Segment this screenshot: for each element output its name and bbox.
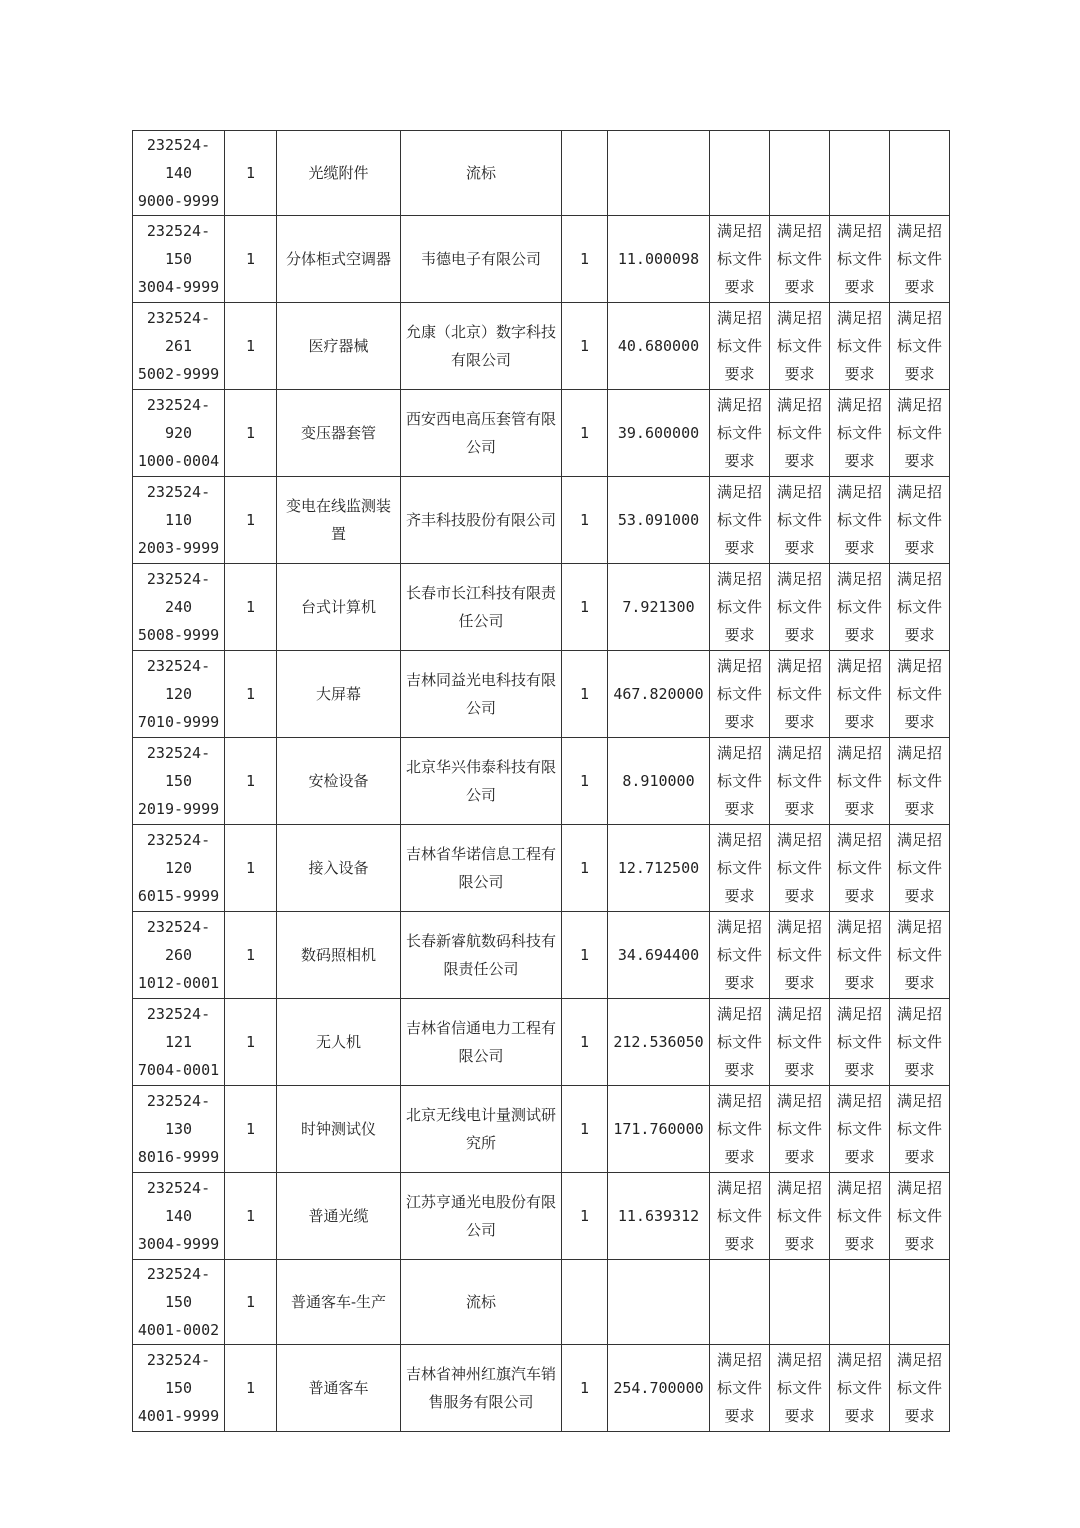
table-row bbox=[133, 1345, 950, 1432]
winner-cell: 流标 bbox=[401, 1260, 562, 1345]
bid-result-table bbox=[132, 130, 950, 1432]
evaluation-cell: 满足招标文件要求 bbox=[710, 651, 770, 738]
package-code-cell bbox=[133, 131, 225, 216]
package-code-line2: 3004-9999 bbox=[137, 278, 220, 296]
evaluation-cell: 满足招标文件要求 bbox=[770, 477, 830, 564]
lot-number-cell: 1 bbox=[225, 738, 277, 825]
quantity-cell: 1 bbox=[562, 477, 608, 564]
amount-cell: 212.536050 bbox=[608, 999, 710, 1086]
evaluation-cell bbox=[770, 131, 830, 216]
package-code-line1: 232524-240 bbox=[146, 570, 211, 616]
evaluation-cell: 满足招标文件要求 bbox=[770, 1173, 830, 1260]
lot-number-cell: 1 bbox=[225, 216, 277, 303]
evaluation-cell: 满足招标文件要求 bbox=[710, 738, 770, 825]
evaluation-cell bbox=[830, 131, 890, 216]
package-code-line1: 232524-261 bbox=[146, 309, 211, 355]
quantity-cell: 1 bbox=[562, 1345, 608, 1432]
winner-cell: 长春市长江科技有限责任公司 bbox=[401, 564, 562, 651]
evaluation-cell: 满足招标文件要求 bbox=[890, 738, 950, 825]
amount-cell: 11.000098 bbox=[608, 216, 710, 303]
package-code-line1: 232524-150 bbox=[146, 1265, 211, 1311]
evaluation-cell: 满足招标文件要求 bbox=[890, 651, 950, 738]
evaluation-cell: 满足招标文件要求 bbox=[830, 912, 890, 999]
evaluation-cell: 满足招标文件要求 bbox=[710, 825, 770, 912]
table-row bbox=[133, 825, 950, 912]
package-code-line1: 232524-120 bbox=[146, 831, 211, 877]
amount-cell: 12.712500 bbox=[608, 825, 710, 912]
winner-cell: 吉林省神州红旗汽车销售服务有限公司 bbox=[401, 1345, 562, 1432]
evaluation-cell: 满足招标文件要求 bbox=[770, 216, 830, 303]
package-code-line2: 8016-9999 bbox=[137, 1148, 220, 1166]
package-code-line2: 7004-0001 bbox=[137, 1061, 220, 1079]
evaluation-cell: 满足招标文件要求 bbox=[890, 825, 950, 912]
evaluation-cell: 满足招标文件要求 bbox=[770, 303, 830, 390]
package-code-cell bbox=[133, 738, 225, 825]
evaluation-cell: 满足招标文件要求 bbox=[770, 738, 830, 825]
lot-number-cell: 1 bbox=[225, 564, 277, 651]
lot-number-cell: 1 bbox=[225, 1173, 277, 1260]
evaluation-cell: 满足招标文件要求 bbox=[710, 303, 770, 390]
package-code-line1: 232524-130 bbox=[146, 1092, 211, 1138]
evaluation-cell bbox=[770, 1260, 830, 1345]
evaluation-cell: 满足招标文件要求 bbox=[770, 651, 830, 738]
winner-cell: 吉林同益光电科技有限公司 bbox=[401, 651, 562, 738]
package-code-line2: 6015-9999 bbox=[137, 887, 220, 905]
quantity-cell: 1 bbox=[562, 564, 608, 651]
package-code-line2: 7010-9999 bbox=[137, 713, 220, 731]
evaluation-cell bbox=[710, 131, 770, 216]
amount-cell: 34.694400 bbox=[608, 912, 710, 999]
package-code-line2: 1000-0004 bbox=[137, 452, 220, 470]
evaluation-cell: 满足招标文件要求 bbox=[770, 1345, 830, 1432]
winner-cell: 允康（北京）数字科技有限公司 bbox=[401, 303, 562, 390]
package-code-line2: 9000-9999 bbox=[137, 192, 220, 210]
package-code-line2: 2019-9999 bbox=[137, 800, 220, 818]
quantity-cell bbox=[562, 1260, 608, 1345]
package-code-line1: 232524-140 bbox=[146, 136, 211, 182]
winner-cell: 吉林省信通电力工程有限公司 bbox=[401, 999, 562, 1086]
amount-cell: 40.680000 bbox=[608, 303, 710, 390]
quantity-cell bbox=[562, 131, 608, 216]
package-code-line1: 232524-150 bbox=[146, 222, 211, 268]
package-code-line2: 3004-9999 bbox=[137, 1235, 220, 1253]
evaluation-cell: 满足招标文件要求 bbox=[830, 999, 890, 1086]
winner-cell: 齐丰科技股份有限公司 bbox=[401, 477, 562, 564]
evaluation-cell bbox=[710, 1260, 770, 1345]
evaluation-cell: 满足招标文件要求 bbox=[830, 738, 890, 825]
item-name-cell: 台式计算机 bbox=[277, 564, 401, 651]
evaluation-cell: 满足招标文件要求 bbox=[830, 1086, 890, 1173]
evaluation-cell: 满足招标文件要求 bbox=[830, 216, 890, 303]
quantity-cell: 1 bbox=[562, 303, 608, 390]
evaluation-cell: 满足招标文件要求 bbox=[710, 1173, 770, 1260]
evaluation-cell bbox=[890, 131, 950, 216]
package-code-cell bbox=[133, 390, 225, 477]
amount-cell: 8.910000 bbox=[608, 738, 710, 825]
item-name-cell: 时钟测试仪 bbox=[277, 1086, 401, 1173]
winner-cell: 西安西电高压套管有限公司 bbox=[401, 390, 562, 477]
package-code-line1: 232524-920 bbox=[146, 396, 211, 442]
package-code-line2: 1012-0001 bbox=[137, 974, 220, 992]
table-row bbox=[133, 999, 950, 1086]
table-row bbox=[133, 1260, 950, 1345]
evaluation-cell: 满足招标文件要求 bbox=[890, 216, 950, 303]
table-row bbox=[133, 912, 950, 999]
table-row bbox=[133, 216, 950, 303]
package-code-cell bbox=[133, 1173, 225, 1260]
evaluation-cell: 满足招标文件要求 bbox=[770, 825, 830, 912]
quantity-cell: 1 bbox=[562, 216, 608, 303]
item-name-cell: 分体柜式空调器 bbox=[277, 216, 401, 303]
item-name-cell: 无人机 bbox=[277, 999, 401, 1086]
evaluation-cell: 满足招标文件要求 bbox=[710, 1086, 770, 1173]
package-code-cell bbox=[133, 825, 225, 912]
package-code-line1: 232524-260 bbox=[146, 918, 211, 964]
item-name-cell: 安检设备 bbox=[277, 738, 401, 825]
evaluation-cell: 满足招标文件要求 bbox=[830, 477, 890, 564]
winner-cell: 长春新睿航数码科技有限责任公司 bbox=[401, 912, 562, 999]
item-name-cell: 大屏幕 bbox=[277, 651, 401, 738]
quantity-cell: 1 bbox=[562, 1173, 608, 1260]
item-name-cell: 普通光缆 bbox=[277, 1173, 401, 1260]
quantity-cell: 1 bbox=[562, 1086, 608, 1173]
amount-cell bbox=[608, 1260, 710, 1345]
item-name-cell: 接入设备 bbox=[277, 825, 401, 912]
package-code-cell bbox=[133, 1345, 225, 1432]
evaluation-cell: 满足招标文件要求 bbox=[890, 912, 950, 999]
evaluation-cell: 满足招标文件要求 bbox=[710, 390, 770, 477]
evaluation-cell: 满足招标文件要求 bbox=[770, 1086, 830, 1173]
table-body bbox=[133, 131, 950, 1432]
table-row bbox=[133, 738, 950, 825]
table-row bbox=[133, 390, 950, 477]
package-code-line1: 232524-150 bbox=[146, 744, 211, 790]
quantity-cell: 1 bbox=[562, 912, 608, 999]
item-name-cell: 医疗器械 bbox=[277, 303, 401, 390]
package-code-cell bbox=[133, 999, 225, 1086]
lot-number-cell: 1 bbox=[225, 999, 277, 1086]
package-code-line2: 5002-9999 bbox=[137, 365, 220, 383]
evaluation-cell: 满足招标文件要求 bbox=[710, 216, 770, 303]
item-name-cell: 光缆附件 bbox=[277, 131, 401, 216]
package-code-cell bbox=[133, 651, 225, 738]
item-name-cell: 普通客车 bbox=[277, 1345, 401, 1432]
package-code-line1: 232524-140 bbox=[146, 1179, 211, 1225]
quantity-cell: 1 bbox=[562, 651, 608, 738]
package-code-cell bbox=[133, 564, 225, 651]
evaluation-cell: 满足招标文件要求 bbox=[830, 825, 890, 912]
evaluation-cell: 满足招标文件要求 bbox=[830, 564, 890, 651]
amount-cell: 53.091000 bbox=[608, 477, 710, 564]
evaluation-cell: 满足招标文件要求 bbox=[830, 1345, 890, 1432]
lot-number-cell: 1 bbox=[225, 1260, 277, 1345]
evaluation-cell: 满足招标文件要求 bbox=[830, 651, 890, 738]
amount-cell: 254.700000 bbox=[608, 1345, 710, 1432]
evaluation-cell: 满足招标文件要求 bbox=[710, 912, 770, 999]
package-code-line1: 232524-120 bbox=[146, 657, 211, 703]
package-code-cell bbox=[133, 477, 225, 564]
amount-cell: 171.760000 bbox=[608, 1086, 710, 1173]
package-code-line1: 232524-121 bbox=[146, 1005, 211, 1051]
lot-number-cell: 1 bbox=[225, 1086, 277, 1173]
evaluation-cell bbox=[830, 1260, 890, 1345]
evaluation-cell: 满足招标文件要求 bbox=[890, 477, 950, 564]
winner-cell: 吉林省华诺信息工程有限公司 bbox=[401, 825, 562, 912]
amount-cell: 7.921300 bbox=[608, 564, 710, 651]
evaluation-cell: 满足招标文件要求 bbox=[890, 390, 950, 477]
evaluation-cell: 满足招标文件要求 bbox=[890, 1345, 950, 1432]
table-row bbox=[133, 651, 950, 738]
lot-number-cell: 1 bbox=[225, 651, 277, 738]
evaluation-cell: 满足招标文件要求 bbox=[710, 477, 770, 564]
lot-number-cell: 1 bbox=[225, 477, 277, 564]
table-row bbox=[133, 303, 950, 390]
package-code-line1: 232524-150 bbox=[146, 1351, 211, 1397]
package-code-line1: 232524-110 bbox=[146, 483, 211, 529]
evaluation-cell: 满足招标文件要求 bbox=[770, 912, 830, 999]
evaluation-cell: 满足招标文件要求 bbox=[890, 1173, 950, 1260]
package-code-line2: 4001-9999 bbox=[137, 1407, 220, 1425]
winner-cell: 流标 bbox=[401, 131, 562, 216]
evaluation-cell: 满足招标文件要求 bbox=[890, 303, 950, 390]
evaluation-cell: 满足招标文件要求 bbox=[890, 1086, 950, 1173]
amount-cell: 11.639312 bbox=[608, 1173, 710, 1260]
lot-number-cell: 1 bbox=[225, 912, 277, 999]
amount-cell bbox=[608, 131, 710, 216]
amount-cell: 39.600000 bbox=[608, 390, 710, 477]
evaluation-cell: 满足招标文件要求 bbox=[830, 303, 890, 390]
package-code-cell bbox=[133, 216, 225, 303]
quantity-cell: 1 bbox=[562, 390, 608, 477]
package-code-line2: 2003-9999 bbox=[137, 539, 220, 557]
table-row bbox=[133, 1173, 950, 1260]
table-row bbox=[133, 564, 950, 651]
evaluation-cell: 满足招标文件要求 bbox=[710, 999, 770, 1086]
winner-cell: 北京华兴伟泰科技有限公司 bbox=[401, 738, 562, 825]
lot-number-cell: 1 bbox=[225, 131, 277, 216]
package-code-cell bbox=[133, 912, 225, 999]
quantity-cell: 1 bbox=[562, 825, 608, 912]
evaluation-cell: 满足招标文件要求 bbox=[890, 999, 950, 1086]
evaluation-cell: 满足招标文件要求 bbox=[770, 999, 830, 1086]
quantity-cell: 1 bbox=[562, 999, 608, 1086]
evaluation-cell: 满足招标文件要求 bbox=[770, 564, 830, 651]
amount-cell: 467.820000 bbox=[608, 651, 710, 738]
item-name-cell: 变电在线监测装置 bbox=[277, 477, 401, 564]
package-code-cell bbox=[133, 1260, 225, 1345]
item-name-cell: 普通客车-生产 bbox=[277, 1260, 401, 1345]
package-code-cell bbox=[133, 1086, 225, 1173]
package-code-cell bbox=[133, 303, 225, 390]
item-name-cell: 变压器套管 bbox=[277, 390, 401, 477]
lot-number-cell: 1 bbox=[225, 390, 277, 477]
winner-cell: 江苏亨通光电股份有限公司 bbox=[401, 1173, 562, 1260]
table-row bbox=[133, 477, 950, 564]
table-row bbox=[133, 1086, 950, 1173]
winner-cell: 韦德电子有限公司 bbox=[401, 216, 562, 303]
lot-number-cell: 1 bbox=[225, 1345, 277, 1432]
evaluation-cell: 满足招标文件要求 bbox=[830, 390, 890, 477]
winner-cell: 北京无线电计量测试研究所 bbox=[401, 1086, 562, 1173]
item-name-cell: 数码照相机 bbox=[277, 912, 401, 999]
evaluation-cell: 满足招标文件要求 bbox=[710, 1345, 770, 1432]
lot-number-cell: 1 bbox=[225, 825, 277, 912]
evaluation-cell bbox=[890, 1260, 950, 1345]
lot-number-cell: 1 bbox=[225, 303, 277, 390]
evaluation-cell: 满足招标文件要求 bbox=[770, 390, 830, 477]
package-code-line2: 5008-9999 bbox=[137, 626, 220, 644]
quantity-cell: 1 bbox=[562, 738, 608, 825]
evaluation-cell: 满足招标文件要求 bbox=[890, 564, 950, 651]
evaluation-cell: 满足招标文件要求 bbox=[710, 564, 770, 651]
table-row bbox=[133, 131, 950, 216]
package-code-line2: 4001-0002 bbox=[137, 1321, 220, 1339]
evaluation-cell: 满足招标文件要求 bbox=[830, 1173, 890, 1260]
